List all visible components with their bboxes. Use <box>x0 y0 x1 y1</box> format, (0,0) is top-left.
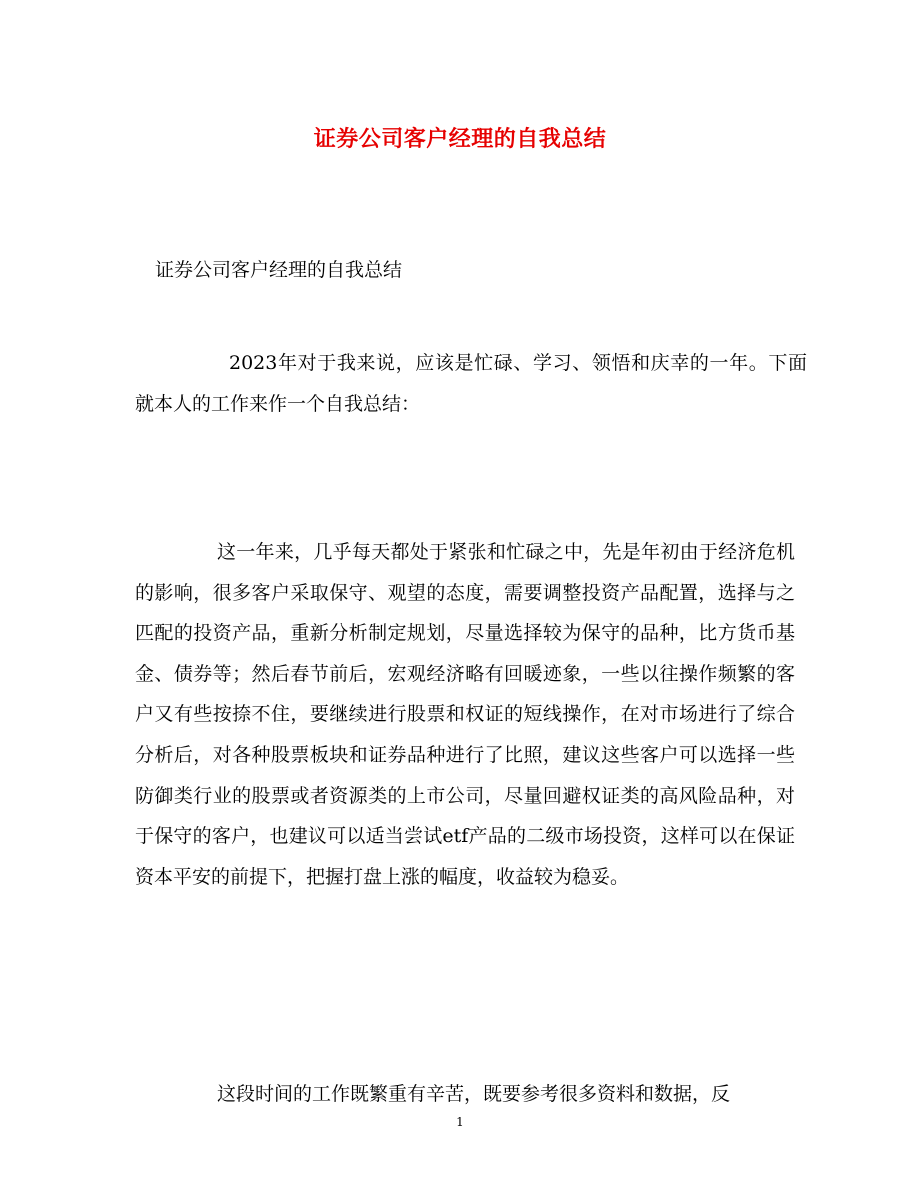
document-title: 证券公司客户经理的自我总结 <box>313 126 607 152</box>
paragraph-body: 这一年来，几乎每天都处于紧张和忙碌之中，先是年初由于经济危机的影响，很多客户采取保守、观望的态度，需要调整投资产品配置，选择与之匹配的投资产品，重新分析制定规划，尽量选择较为保守的品种，比方货币基金、债券等；然后春节前后，宏观经济略有回暖迹象，一些以往操作频繁的客户又有些按捺不住，要继续进行股票和权证的短线操作，在对市场进行了综合分析后，对各种股票板块和证券品种进行了比照，建议这些客户可以选择一些防御类行业的股票或者资源类的上市公司，尽量回避权证类的高风险品种，对于保守的客户，也建议可以适当尝试etf产品的二级市场投资，这样可以在保证资本平安的前提下，把握打盘上涨的幅度，收益较为稳妥。 <box>135 541 795 888</box>
paragraph-continued: 这段时间的工作既繁重有辛苦，既要参考很多资料和数据，反 <box>217 1083 731 1105</box>
document-subtitle: 证券公司客户经理的自我总结 <box>155 259 403 281</box>
page-number: 1 <box>456 1115 464 1129</box>
paragraph-intro: 2023年对于我来说，应该是忙碌、学习、领悟和庆幸的一年。下面就本人的工作来作一个自我总结： <box>135 352 807 415</box>
